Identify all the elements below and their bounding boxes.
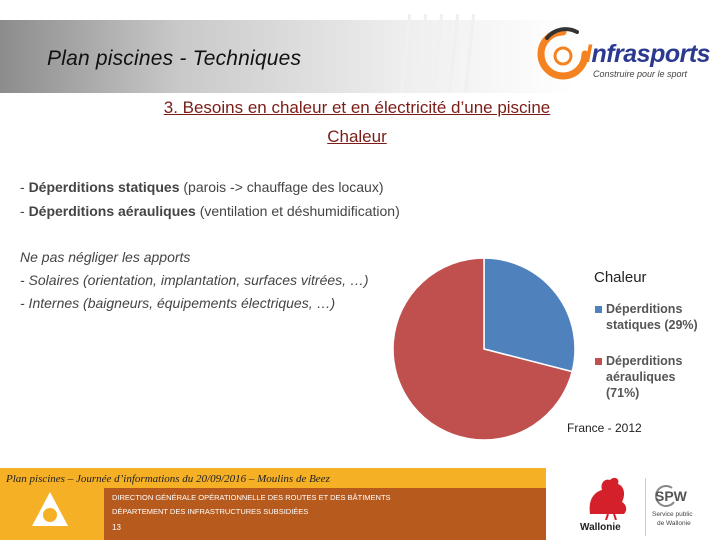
bullet-solar-gains: - Solaires (orientation, implantation, surfaces vitrées, …) — [20, 272, 369, 288]
wallonie-label: Wallonie — [580, 522, 621, 533]
section-subheading: Chaleur — [327, 127, 387, 146]
legend-label-0: Déperditions statiques (29%) — [606, 302, 698, 332]
spw-subtitle-2: de Wallonie — [657, 520, 691, 527]
dgo1-logo-icon — [30, 490, 70, 530]
legend-label-1: Déperditions aérauliques (71%) — [606, 354, 683, 400]
bullet-internal-gains: - Internes (baigneurs, équipements électriques, …) — [20, 295, 336, 311]
logo-wordmark: Infrasports — [585, 40, 711, 68]
legend-swatch-1 — [595, 358, 602, 365]
legend-swatch-0 — [595, 306, 602, 313]
gains-heading: Ne pas négliger les apports — [20, 249, 191, 265]
bullet-static-losses: - Déperditions statiques (parois -> chauffage des locaux) — [20, 179, 384, 195]
wallonie-rooster-icon — [582, 474, 632, 520]
footer-divider — [645, 478, 646, 536]
spw-subtitle-1: Service public — [652, 511, 693, 518]
slide-title: Plan piscines - Techniques — [47, 47, 302, 70]
spw-logo-text: SPW — [655, 488, 687, 504]
page-number: 13 — [112, 523, 121, 532]
footer-department: DÉPARTEMENT DES INFRASTRUCTURES SUBSIDIÉES — [112, 507, 309, 516]
footer-directorate: DIRECTION GÉNÉRALE OPÉRATIONNELLE DES ROUTES ET DES BÂTIMENTS — [112, 493, 391, 502]
logo-tagline: Construire pour le sport — [593, 69, 688, 79]
bullet-aeraulic-losses: - Déperditions aérauliques (ventilation et déshumidification) — [20, 203, 400, 219]
chart-title: Chaleur — [594, 269, 647, 286]
chart-source: France - 2012 — [567, 421, 642, 435]
footer-caption: Plan piscines – Journée d’informations du 20/09/2016 – Moulins de Beez — [6, 473, 330, 485]
section-heading: 3. Besoins en chaleur et en électricité d’une piscine — [163, 98, 551, 117]
